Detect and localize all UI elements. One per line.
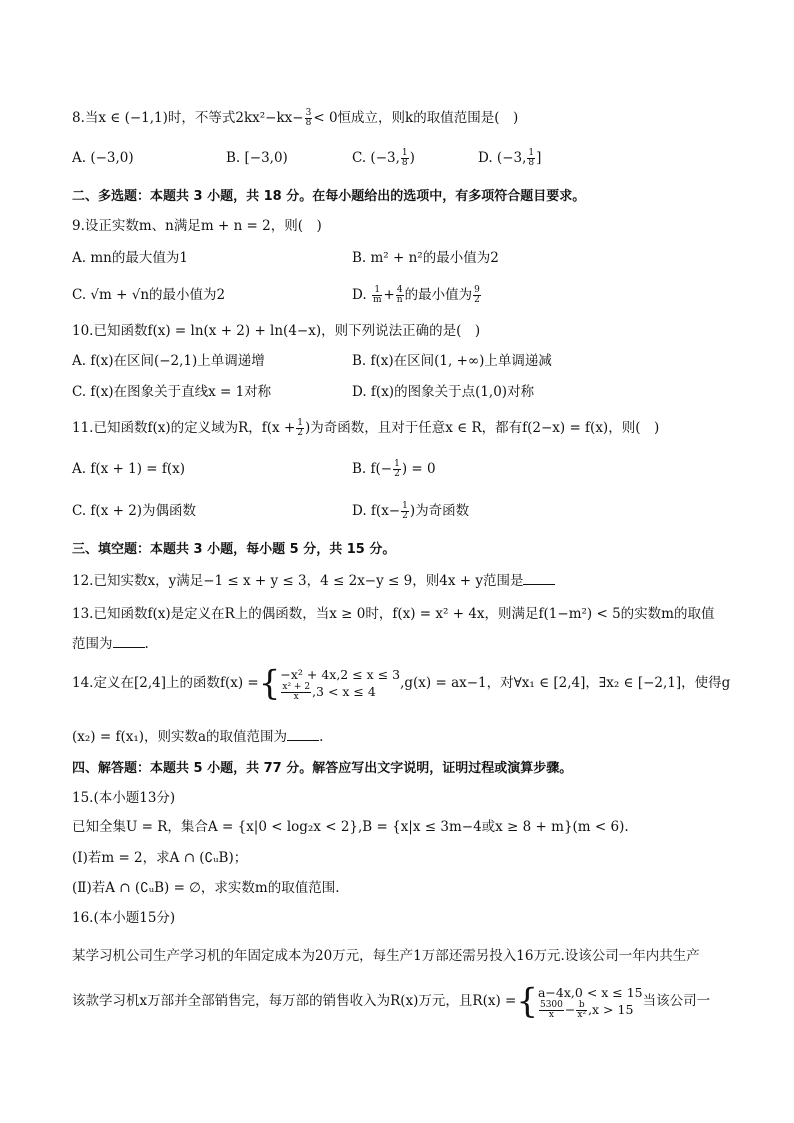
q8-stem: 8.当x ∈ (−1,1)时，不等式2kx²−kx− $\frac{3}{8}$ < 0恒成立，则k的取值范围是( ) (72, 108, 519, 128)
q13-answer-blank (113, 633, 145, 648)
q10-option-c: C. f(x)在图象关于直线x = 1对称 (72, 384, 272, 400)
q15-line-2: (Ⅰ)若m = 2，求A ∩ (∁ᵤB)； (72, 850, 248, 866)
q15-line-1: 已知全集U = R，集合A = {x|0 < log₂x < 2},B = {x|x ≤ 3m−4或x ≥ 8 + m}(m < 6). (72, 819, 629, 835)
section-3-heading: 三、填空题：本题共 3 小题，每小题 5 分，共 15 分。 (72, 542, 396, 557)
q16-cases: a−4x,0 < x ≤ 15 $\frac{5300}{x}$ − $\frac{b}{\text{x²}}$ ,x > 15 (537, 984, 643, 1020)
q13-line-2: 范围为 . (72, 633, 754, 654)
q13-line-1: 13.已知函数f(x)是定义在R上的偶函数，当x ≥ 0时，f(x) = x² + 4x，则满足f(1−m²) < 5的实数m的取值 (72, 606, 715, 622)
q14-brace: { (258, 663, 281, 704)
q10-option-a: A. f(x)在区间(−2,1)上单调递增 (72, 353, 265, 369)
q14-answer-blank (287, 726, 319, 741)
q11-option-b: B. f(− $\frac{1}{2}$ ) = 0 (352, 459, 436, 479)
section-4-heading: 四、解答题：本题共 5 小题，共 77 分。解答应写出文字说明，证明过程或演算步骤。 (72, 761, 573, 776)
q9-stem: 9.设正实数m、n满足m + n = 2，则( ) (72, 218, 322, 234)
q12-answer-blank (523, 570, 555, 585)
q12-stem: 12.已知实数x，y满足−1 ≤ x + y ≤ 3，4 ≤ 2x−y ≤ 9，则4x + y范围是 (72, 570, 754, 591)
q11-option-c: C. f(x + 2)为偶函数 (72, 503, 197, 519)
q8-option-a: A. (−3,0) (72, 150, 134, 166)
q8-option-b: B. [−3,0) (226, 150, 288, 166)
q16-line-2: 该款学习机x万部并全部销售完，每万部的销售收入为R(x)万元，且R(x) ={ a−4x,0 < x ≤ 15 $\frac{5300}{x}$ − $\frac{b}{\text{x²}}$ ,x > 15 当该公司一 (72, 981, 711, 1022)
q14-stem: 14.定义在[2,4]上的函数f(x) ={ −x² + 4x,2 ≤ x ≤ 3 $\frac{\text{x² + 2}}{x}$ ,3 < x ≤ 4 ,g(x) = ax−1，对∀x₁ ∈ [2,4]，∃x₂ ∈ [−2,1]，使得g (72, 663, 731, 704)
q11-option-d: D. f(x− $\frac{1}{2}$ )为奇函数 (352, 501, 470, 521)
q9-option-d: D. $\frac{1}{m}$ + $\frac{4}{n}$ 的最小值为 $\frac{9}{2}$ (352, 285, 480, 305)
q14-line-2: (x₂) = f(x₁)，则实数a的取值范围为 . (72, 726, 754, 747)
q9-option-b: B. m² + n²的最小值为2 (352, 250, 499, 266)
q16-brace: { (516, 981, 538, 1022)
q9-option-a: A. mn的最大值为1 (72, 250, 188, 266)
q15-line-3: (Ⅱ)若A ∩ (∁ᵤB) = ∅，求实数m的取值范围. (72, 880, 340, 896)
q11-stem: 11.已知函数f(x)的定义域为R，f(x + $\frac{1}{2}$ )为奇函数，且对于任意x ∈ R，都有f(2−x) = f(x)，则( ) (72, 418, 660, 438)
q15-title: 15.(本小题13分) (72, 790, 176, 806)
q16-title: 16.(本小题15分) (72, 910, 176, 926)
q8-option-c: C. (−3, $\frac{1}{8}$ ) (352, 148, 415, 168)
section-2-heading: 二、多选题：本题共 3 小题，共 18 分。在每小题给出的选项中，有多项符合题目要求。 (72, 189, 586, 204)
q10-option-d: D. f(x)的图象关于点(1,0)对称 (352, 384, 535, 400)
q14-cases: −x² + 4x,2 ≤ x ≤ 3 $\frac{\text{x² + 2}}{x}$ ,3 < x ≤ 4 (280, 666, 401, 702)
q8-option-d: D. (−3, $\frac{1}{8}$ ] (478, 148, 542, 168)
q8-fraction: $\frac{3}{8}$ (305, 108, 312, 128)
q10-option-b: B. f(x)在区间(1, +∞)上单调递减 (352, 353, 552, 369)
q11-option-a: A. f(x + 1) = f(x) (72, 461, 185, 477)
q10-stem: 10.已知函数f(x) = ln(x + 2) + ln(4−x)，则下列说法正确的是( ) (72, 323, 481, 339)
q16-line-1: 某学习机公司生产学习机的年固定成本为20万元，每生产1万部还需另投入16万元.设该公司一年内共生产 (72, 948, 700, 964)
q9-option-c: C. √m + √n的最小值为2 (72, 287, 226, 303)
